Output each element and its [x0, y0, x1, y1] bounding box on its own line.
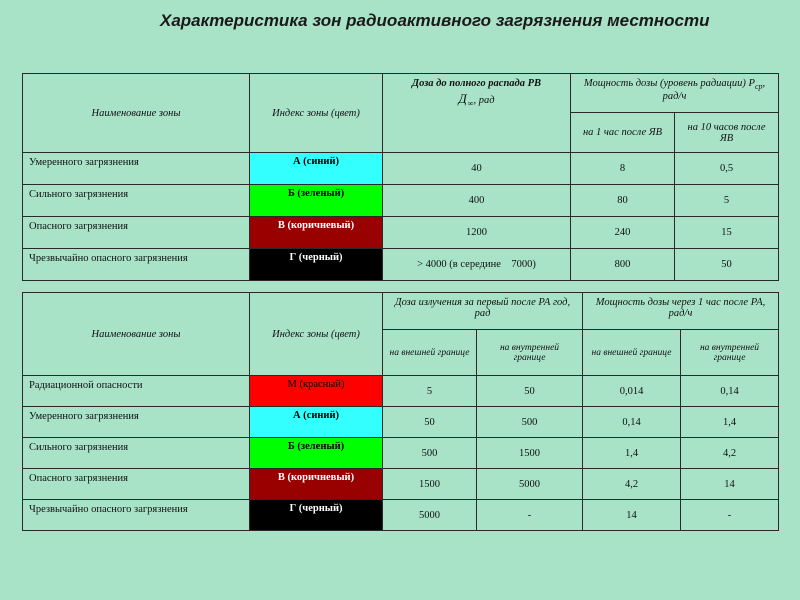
header-dose-rate-1h: Мощность дозы через 1 час после РА, рад/ч [583, 293, 779, 330]
zone-index: В (коричневый) [250, 469, 383, 500]
header-rate-outer: на внешней границе [583, 330, 681, 376]
table-row [23, 376, 779, 407]
dose-outer-value: 1500 [383, 469, 477, 500]
rate-outer-value: 1,4 [583, 438, 681, 469]
rate-10h-value: 15 [675, 217, 779, 249]
dose-inner-value: 500 [477, 407, 583, 438]
dose-inner-value: - [477, 500, 583, 531]
dose-unit: , рад [473, 95, 495, 106]
table-row [23, 438, 779, 469]
dose-inner-value: 1500 [477, 438, 583, 469]
rate-inner-value: 0,14 [681, 376, 779, 407]
table-row [23, 153, 779, 185]
header-zone-index: Индекс зоны (цвет) [250, 293, 383, 376]
rate-10h-value: 0,5 [675, 153, 779, 185]
dose-outer-value: 5000 [383, 500, 477, 531]
zone-name: Чрезвычайно опасного загрязнения [23, 249, 250, 281]
zone-index: В (коричневый) [250, 217, 383, 249]
zone-name: Умеренного загрязнения [23, 153, 250, 185]
header-dose-first-year: Доза излучения за первый после РА год, рад [383, 293, 583, 330]
rate-1h-value: 80 [571, 185, 675, 217]
rate-10h-value: 50 [675, 249, 779, 281]
table-row [23, 500, 779, 531]
zone-index: Б (зеленый) [250, 185, 383, 217]
header-rate-1h: на 1 час после ЯВ [571, 113, 675, 153]
dose-outer-value: 500 [383, 438, 477, 469]
zone-name: Радиационной опасности [23, 376, 250, 407]
dose-subscript: ∞ [467, 99, 474, 109]
header-dose-full-decay [383, 74, 571, 153]
rate-title: Мощность дозы (уровень радиации) Р [583, 78, 755, 89]
table-row [23, 469, 779, 500]
dose-title: Доза до полного распада РВ [411, 78, 542, 89]
zone-index: А (синий) [250, 153, 383, 185]
zone-name: Чрезвычайно опасного загрязнения [23, 500, 250, 531]
rate-10h-value: 5 [675, 185, 779, 217]
rate-1h-value: 240 [571, 217, 675, 249]
table-row [23, 185, 779, 217]
rate-subscript: ср [754, 82, 763, 92]
dose-value: > 4000 (в середине 7000) [383, 249, 571, 281]
header-rate-10h: на 10 часов после ЯВ [675, 113, 779, 153]
header-rate-inner: на внутренней границе [681, 330, 779, 376]
dose-symbol: Д [458, 91, 468, 106]
rate-1h-value: 8 [571, 153, 675, 185]
table-row [23, 217, 779, 249]
rate-outer-value: 14 [583, 500, 681, 531]
zone-name: Умеренного загрязнения [23, 407, 250, 438]
rate-inner-value: - [681, 500, 779, 531]
rate-inner-value: 1,4 [681, 407, 779, 438]
table-row [23, 249, 779, 281]
table-row [23, 407, 779, 438]
zones-table-2 [22, 292, 779, 531]
rate-inner-value: 4,2 [681, 438, 779, 469]
header-zone-name: Наименование зоны [23, 74, 250, 153]
header-zone-index: Индекс зоны (цвет) [250, 74, 383, 153]
rate-1h-value: 800 [571, 249, 675, 281]
zone-name: Сильного загрязнения [23, 438, 250, 469]
zone-name: Опасного загрязнения [23, 217, 250, 249]
zone-index: Г (черный) [250, 500, 383, 531]
header-dose-inner: на внутренней границе [477, 330, 583, 376]
dose-inner-value: 5000 [477, 469, 583, 500]
dose-value: 400 [383, 185, 571, 217]
header-zone-name: Наименование зоны [23, 293, 250, 376]
zone-name: Сильного загрязнения [23, 185, 250, 217]
zone-name: Опасного загрязнения [23, 469, 250, 500]
rate-outer-value: 0,14 [583, 407, 681, 438]
zone-index: А (синий) [250, 407, 383, 438]
page-title: Характеристика зон радиоактивного загрязнения местности [160, 11, 710, 30]
dose-outer-value: 50 [383, 407, 477, 438]
header-dose-rate [571, 74, 779, 113]
dose-value: 40 [383, 153, 571, 185]
rate-unit: , рад/ч [662, 78, 766, 103]
zones-table-1 [22, 73, 779, 281]
header-dose-outer: на внешней границе [383, 330, 477, 376]
rate-outer-value: 0,014 [583, 376, 681, 407]
dose-outer-value: 5 [383, 376, 477, 407]
rate-inner-value: 14 [681, 469, 779, 500]
zone-index: Б (зеленый) [250, 438, 383, 469]
dose-value: 1200 [383, 217, 571, 249]
zone-index: М (красный) [250, 376, 383, 407]
dose-formula [389, 91, 564, 108]
zone-index: Г (черный) [250, 249, 383, 281]
rate-outer-value: 4,2 [583, 469, 681, 500]
dose-inner-value: 50 [477, 376, 583, 407]
